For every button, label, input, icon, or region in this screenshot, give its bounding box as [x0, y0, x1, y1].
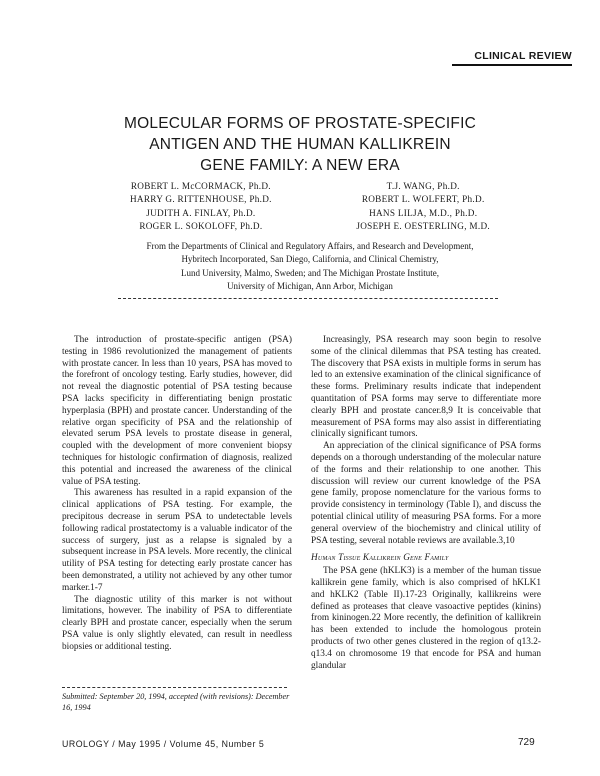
title-line: GENE FAMILY: A NEW ERA [200, 157, 400, 174]
journal-citation: UROLOGY / May 1995 / Volume 45, Number 5 [62, 739, 265, 749]
title-line: ANTIGEN AND THE HUMAN KALLIKREIN [149, 136, 451, 153]
author-name: HARRY G. RITTENHOUSE, Ph.D. [130, 194, 272, 205]
affiliation-line: Lund University, Malmo, Sweden; and The Michigan Prostate Institute, [181, 267, 439, 278]
body-column-left [62, 335, 292, 654]
title-line: MOLECULAR FORMS OF PROSTATE-SPECIFIC [124, 115, 476, 132]
body-paragraph: An appreciation of the clinical significance of PSA forms depends on a thorough understanding of the molecular nature of the forms and their relationship to one another. This discussion will review our current knowledge of the PSA gene family, propose nomenclature for the various forms to provide consistency in terminology (Table I), and discuss the potential clinical utility of measuring PSA forms. For a more general overview of the biochemistry and clinical utility of PSA testing, several notable reviews are available.3,10 [311, 441, 541, 546]
body-paragraph: The diagnostic utility of this marker is not without limitations, however. The inability of PSA to differentiate clearly BPH and prostate cancer, especially when the serum PSA value is only slightly elevated, can result in needless biopsies or additional testing. [62, 594, 292, 652]
title-divider [118, 298, 498, 299]
author-column-left [130, 180, 272, 233]
body-paragraph: The PSA gene (hKLK3) is a member of the human tissue kallikrein gene family, which is also comprised of hKLK1 and hKLK2 (Table II).17-23 Originally, kallikreins were defined as proteases that cleave vasoactive peptides (kinins) from kininogen.22 More recently, the definition of kallikrein has been extended to include the homologous protein products of two other genes clustered in the region of q13.2-q13.4 on chromosome 19 that encode for PSA and human glandular [311, 566, 541, 671]
affiliation [120, 240, 500, 293]
affiliation-line: Hybritech Incorporated, San Diego, California, and Clinical Chemistry, [181, 254, 439, 265]
author-name: T.J. WANG, Ph.D. [386, 181, 460, 191]
author-name: JOSEPH E. OESTERLING, M.D. [356, 220, 490, 231]
body-paragraph: Increasingly, PSA research may soon begin to resolve some of the clinical dilemmas that PSA testing has created. The discovery that PSA exists in multiple forms in serum has led to an extensive examination of the clinical significance of these forms. Preliminary results indicate that independent quantitation of PSA forms may serve to differentiate more clearly BPH and prostate cancer.8,9 It is conceivable that measurement of PSA forms may also assist in differentiating clinically significant tumors. [311, 335, 541, 440]
author-name: ROBERT L. McCORMACK, Ph.D. [130, 181, 271, 191]
author-name: HANS LILJA, M.D., Ph.D. [369, 207, 478, 218]
section-heading: Human Tissue Kallikrein Gene Family [311, 552, 449, 563]
section-rule [452, 64, 572, 66]
body-paragraph: This awareness has resulted in a rapid expansion of the clinical applications of PSA testing. For example, the precipitous decrease in serum PSA to undetectable levels following radical prostatectomy is a valuable indicator of the success of surgery, just as a relapse is signaled by a subsequent increase in PSA levels. More recently, the clinical utility of PSA testing for detecting early prostate cancer has been demonstrated, a utility not achieved by any other tumor marker.1-7 [62, 488, 292, 593]
submission-footnote: Submitted: September 20, 1994, accepted (with revisions): December 16, 1994 [62, 692, 290, 712]
page-number: 729 [518, 737, 535, 748]
author-column-right [356, 180, 490, 233]
affiliation-line: From the Departments of Clinical and Regulatory Affairs, and Research and Development, [146, 241, 474, 251]
article-title [80, 113, 520, 176]
author-name: ROBERT L. WOLFERT, Ph.D. [361, 194, 485, 205]
body-column-right [311, 335, 541, 672]
author-name: JUDITH A. FINLAY, Ph.D. [146, 207, 256, 218]
footnote-divider [62, 687, 287, 688]
body-paragraph: The introduction of prostate-specific antigen (PSA) testing in 1986 revolutionized the management of patients with prostate cancer. In less than 10 years, PSA has moved to the forefront of oncology testing. Early studies, however, did not reveal the diagnostic potential of PSA testing because PSA lacks specificity in differentiating benign prostatic hyperplasia (BPH) and prostate cancer. Understanding of the relative organ specificity of PSA and the relationship of elevated serum PSA levels to prostate disease in general, coupled with the development of more convenient biopsy techniques for histologic confirmation of diagnosis, realized this potential and increased the awareness of the clinical value of PSA testing. [62, 335, 292, 487]
section-label: CLINICAL REVIEW [474, 50, 572, 62]
author-name: ROGER L. SOKOLOFF, Ph.D. [139, 220, 263, 231]
affiliation-line: University of Michigan, Ann Arbor, Michigan [227, 280, 393, 291]
author-list [130, 180, 490, 233]
